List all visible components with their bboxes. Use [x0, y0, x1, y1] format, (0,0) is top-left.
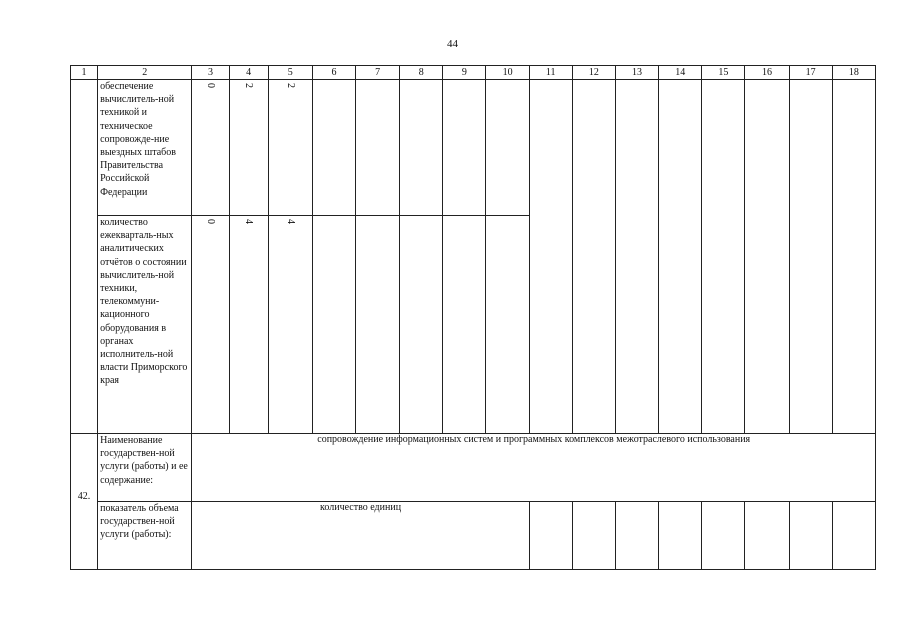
empty-cell — [615, 80, 658, 434]
header-cell: 3 — [192, 66, 229, 80]
table-row — [71, 502, 876, 570]
empty-cell — [486, 80, 529, 216]
empty-cell — [789, 502, 832, 570]
header-cell: 7 — [356, 66, 400, 80]
empty-cell — [400, 216, 443, 434]
header-cell: 1 — [71, 66, 98, 80]
empty-cell — [832, 80, 875, 434]
empty-cell — [659, 502, 702, 570]
empty-cell — [659, 80, 702, 434]
empty-cell — [529, 502, 572, 570]
value-cell: 4 — [268, 216, 312, 434]
value-cell: 0 — [192, 216, 229, 434]
empty-cell — [572, 80, 615, 434]
indicator-description: количество ежекварталь-ных аналитических отчётов о состоянии вычислитель-ной техники, телекоммуни-кационного оборудования в органах исполнитель-ной власти Приморского края — [98, 216, 192, 434]
empty-cell — [702, 80, 745, 434]
header-cell: 11 — [529, 66, 572, 80]
empty-cell — [443, 80, 486, 216]
header-cell: 5 — [268, 66, 312, 80]
value-cell: 2 — [229, 80, 268, 216]
table-row — [71, 80, 876, 216]
header-row — [71, 66, 876, 80]
indicator-description: обеспечение вычислитель-ной техникой и техническое сопровожде-ние выездных штабов Правительства Российской Федерации — [98, 80, 192, 216]
header-cell: 12 — [572, 66, 615, 80]
header-cell: 6 — [312, 66, 355, 80]
empty-cell — [312, 216, 355, 434]
header-cell: 9 — [443, 66, 486, 80]
empty-cell — [529, 80, 572, 434]
empty-cell — [832, 502, 875, 570]
empty-cell — [702, 502, 745, 570]
row-number-cell — [71, 80, 98, 434]
value-cell: 0 — [192, 80, 229, 216]
empty-cell — [789, 80, 832, 434]
empty-cell — [356, 216, 400, 434]
header-cell: 15 — [702, 66, 745, 80]
header-cell: 16 — [745, 66, 789, 80]
header-cell: 2 — [98, 66, 192, 80]
table-row — [71, 434, 876, 502]
empty-cell — [486, 216, 529, 434]
value-cell: 2 — [268, 80, 312, 216]
empty-cell — [615, 502, 658, 570]
page-number: 44 — [447, 38, 458, 50]
empty-cell — [356, 80, 400, 216]
row-number-cell — [71, 434, 98, 570]
volume-indicator-label: показатель объема государствен-ной услуги (работы): — [98, 502, 192, 570]
units-cell: количество единиц — [192, 502, 529, 570]
empty-cell — [745, 80, 789, 434]
header-cell: 10 — [486, 66, 529, 80]
value-cell: 4 — [229, 216, 268, 434]
empty-cell — [572, 502, 615, 570]
services-table — [70, 65, 876, 570]
empty-cell — [745, 502, 789, 570]
empty-cell — [443, 216, 486, 434]
row-number: 42. — [77, 491, 91, 502]
empty-cell — [312, 80, 355, 216]
header-cell: 4 — [229, 66, 268, 80]
header-cell: 14 — [659, 66, 702, 80]
empty-cell — [400, 80, 443, 216]
header-cell: 13 — [615, 66, 658, 80]
header-cell: 17 — [789, 66, 832, 80]
service-content: сопровождение информационных систем и программных комплексов межотраслевого использования — [192, 434, 876, 502]
service-name-label: Наименование государствен-ной услуги (работы) и ее содержание: — [98, 434, 192, 502]
header-cell: 18 — [832, 66, 875, 80]
header-cell: 8 — [400, 66, 443, 80]
